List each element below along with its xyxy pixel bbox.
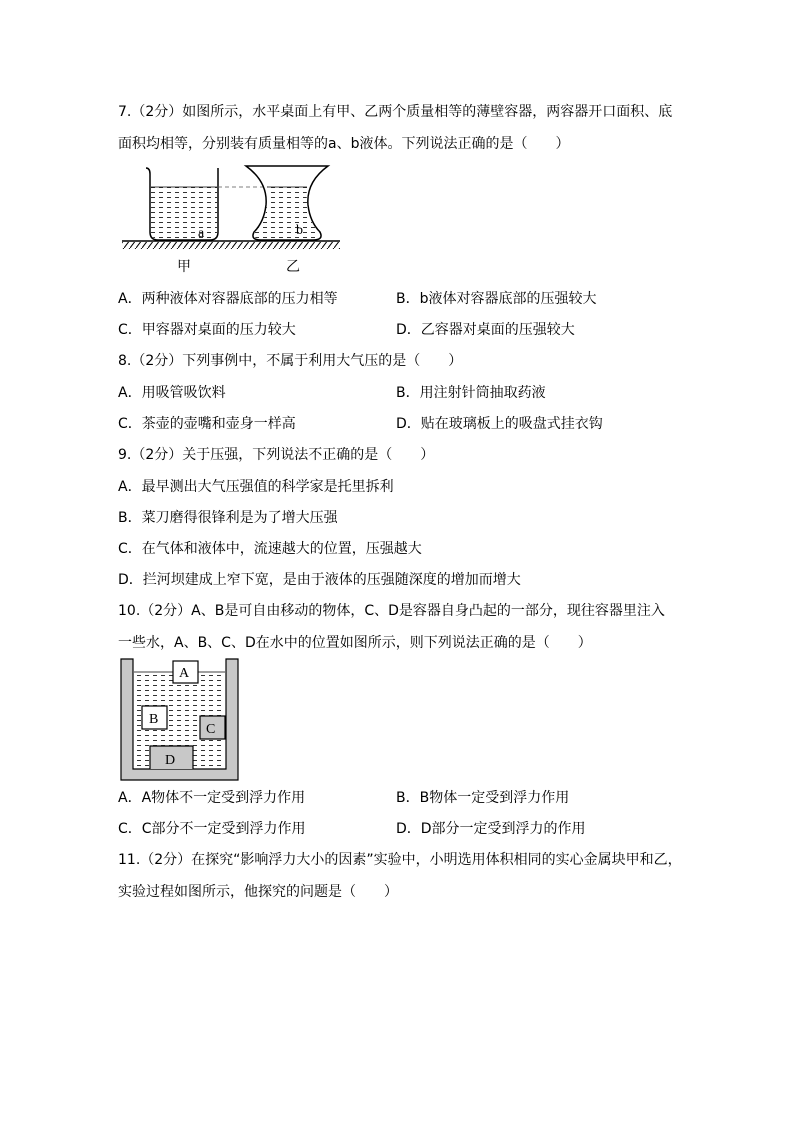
label-b: B	[149, 712, 159, 727]
q7-option-c: C．甲容器对桌面的压力较大	[118, 322, 296, 338]
q10-option-c: C．C部分不一定受到浮力作用	[118, 821, 306, 837]
q10-option-a: A．A物体不一定受到浮力作用	[118, 790, 306, 806]
q8-option-c: C．茶壶的壶嘴和壶身一样高	[118, 416, 296, 432]
q10-stem-line2: 一些水，A、B、C、D在水中的位置如图所示，则下列说法正确的是（ ）	[118, 635, 592, 651]
q7-option-a: A．两种液体对容器底部的压力相等	[118, 291, 338, 307]
q7-option-d: D．乙容器对桌面的压强较大	[396, 322, 575, 338]
q8-stem: 8.（2分）下列事例中，不属于利用大气压的是（ ）	[118, 353, 463, 369]
q7-stem-line1: 7.（2分）如图所示，水平桌面上有甲、乙两个质量相等的薄壁容器，两容器开口面积、底	[118, 104, 673, 120]
q10-stem-line1: 10.（2分）A、B是可自由移动的物体，C、D是容器自身凸起的一部分，现往容器里注入	[118, 603, 665, 619]
label-d: D	[165, 753, 176, 768]
q8-option-d: D．贴在玻璃板上的吸盘式挂衣钩	[396, 416, 603, 432]
q11-stem-line2: 实验过程如图所示，他探究的问题是（ ）	[118, 884, 398, 900]
label-c: C	[206, 722, 216, 737]
liquid-b-label: b	[296, 223, 303, 238]
q9-option-c: C．在气体和液体中，流速越大的位置，压强越大	[118, 541, 422, 557]
q7-option-b: B．b液体对容器底部的压强较大	[396, 291, 597, 307]
q8-option-a: A．用吸管吸饮料	[118, 385, 226, 401]
q8-option-b: B．用注射针筒抽取药液	[396, 385, 546, 401]
q7-label-yi: 乙	[286, 259, 300, 275]
label-a: A	[179, 666, 190, 681]
liquid-a-label: a	[198, 226, 205, 241]
q9-stem: 9.（2分）关于压强，下列说法不正确的是（ ）	[118, 447, 435, 463]
q9-option-d: D．拦河坝建成上窄下宽，是由于液体的压强随深度的增加而增大	[118, 572, 521, 588]
q9-option-b: B．菜刀磨得很锋利是为了增大压强	[118, 510, 338, 526]
liquid-a	[151, 187, 217, 239]
q7-label-jia: 甲	[177, 259, 191, 275]
q11-stem-line1: 11.（2分）在探究“影响浮力大小的因素”实验中，小明选用体积相同的实心金属块甲和乙，	[118, 852, 682, 868]
q10-option-b: B．B物体一定受到浮力作用	[396, 790, 570, 806]
q10-option-d: D．D部分一定受到浮力的作用	[396, 821, 586, 837]
q10-figure	[120, 658, 240, 782]
q7-figure	[118, 160, 348, 280]
q7-stem-line2: 面积均相等，分别装有质量相等的a、b液体。下列说法正确的是（ ）	[118, 136, 570, 152]
q9-option-a: A．最早测出大气压强值的科学家是托里拆利	[118, 479, 394, 495]
